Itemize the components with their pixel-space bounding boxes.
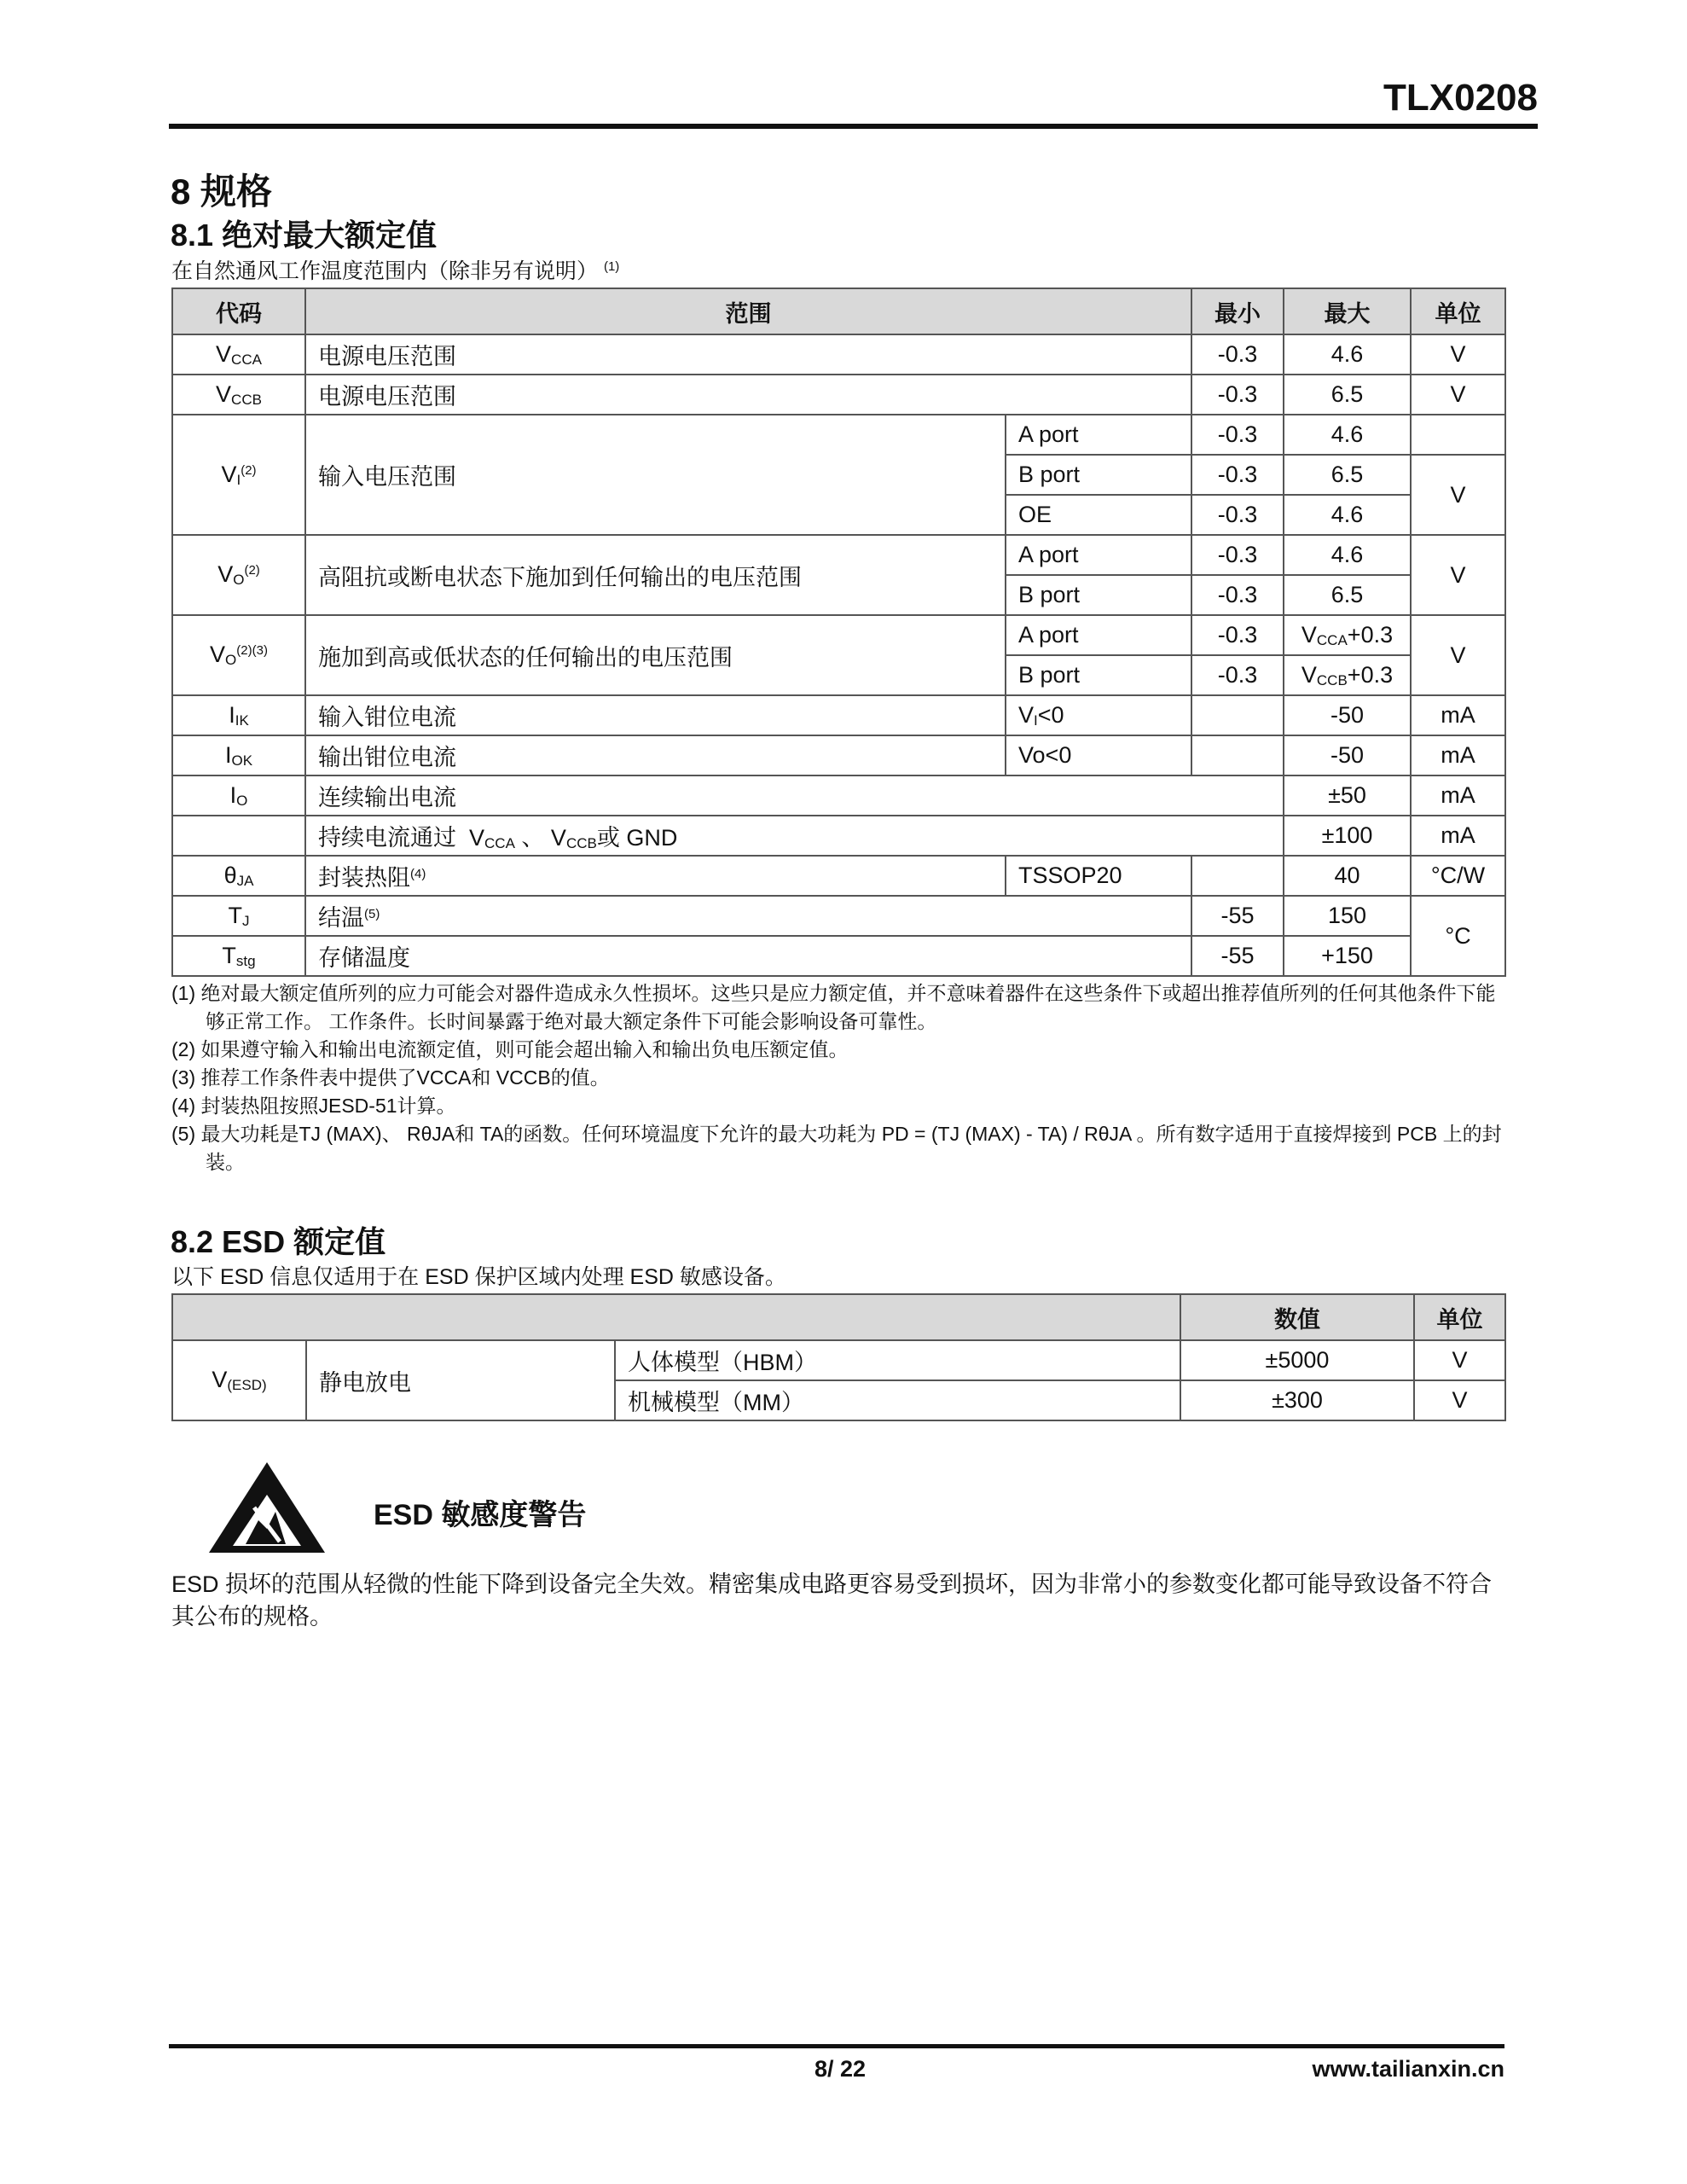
table-cell: B port	[1006, 455, 1191, 495]
table-cell: -0.3	[1191, 495, 1284, 535]
table-cell: B port	[1006, 575, 1191, 615]
table-cell: 最小	[1191, 288, 1284, 334]
table-cell: $V_{CCB}$	[172, 375, 305, 415]
table-cell: 人体模型（HBM）	[615, 1340, 1180, 1380]
table-cell: mA	[1411, 816, 1505, 856]
note: (3) 推荐工作条件表中提供了VCCA和 VCCB的值。	[171, 1066, 610, 1089]
table-cell: 电源电压范围	[305, 334, 1191, 375]
table-row	[172, 735, 1505, 775]
table-cell: -0.3	[1191, 655, 1284, 695]
table-cell: 范围	[305, 288, 1191, 334]
table-cell: $V_{CCB}+0.3$	[1284, 655, 1411, 695]
table-cell: 静电放电	[306, 1340, 615, 1420]
table-cell: OE	[1006, 495, 1191, 535]
table-cell: 输入钳位电流	[305, 695, 1006, 735]
table-cell: $V_O^{(2)}$	[172, 535, 305, 615]
table-cell: 封装热阻$^{(4)}$	[305, 856, 1006, 896]
table-cell: V	[1414, 1380, 1505, 1420]
table-cell: 单位	[1411, 288, 1505, 334]
table-cell: 6.5	[1284, 455, 1411, 495]
table-cell: V	[1414, 1340, 1505, 1380]
table-cell: V	[1411, 375, 1505, 415]
header-rule	[169, 124, 1538, 129]
table-cell: 持续电流通过 $V_{CCA}$ 、 $V_{CCB}$或 GND	[305, 816, 1284, 856]
table-cell	[1191, 856, 1284, 896]
table-cell: -0.3	[1191, 535, 1284, 575]
table-cell: 4.6	[1284, 415, 1411, 455]
table-cell: 数值	[1180, 1294, 1414, 1340]
table-cell: $I_{OK}$	[172, 735, 305, 775]
esd-warning-text: ESD 损坏的范围从轻微的性能下降到设备完全失效。精密集成电路更容易受到损坏，因为非常小的参数变化都可能导致设备不符合其公布的规格。	[171, 1571, 1493, 1629]
table-cell: -0.3	[1191, 375, 1284, 415]
table-cell: $T_{stg}$	[172, 936, 305, 976]
table-cell: -50	[1284, 735, 1411, 775]
table-row	[172, 695, 1505, 735]
table-cell: $T_J$	[172, 896, 305, 936]
table-cell: 存储温度	[305, 936, 1191, 976]
table-row	[172, 896, 1505, 936]
esd-title: 8.2 ESD 额定值	[171, 1224, 386, 1259]
table-cell: $V_{CCA}$	[172, 334, 305, 375]
table-cell	[1411, 415, 1505, 455]
table-cell	[1191, 735, 1284, 775]
table-header-row	[172, 288, 1505, 334]
table-cell: 6.5	[1284, 375, 1411, 415]
table-row	[172, 775, 1505, 816]
table-cell: 机械模型（MM）	[615, 1380, 1180, 1420]
table-cell: TSSOP20	[1006, 856, 1191, 896]
amr-title: 8.1 绝对最大额定值	[171, 218, 438, 253]
note: (5) 最大功耗是TJ (MAX)、 RθJA和 TA的函数。任何环境温度下允许的最大功耗为 PD = (TJ (MAX) - TA) / RθJA 。所有数字适用于直接焊接到 PCB 上的封装。	[171, 1123, 1502, 1173]
section-title: 8 规格	[171, 171, 273, 212]
table-cell: ±100	[1284, 816, 1411, 856]
table-cell: $\theta_{JA}$	[172, 856, 305, 896]
table-cell: $I_O$	[172, 775, 305, 816]
esd-warning-title: ESD 敏感度警告	[374, 1499, 587, 1531]
table-cell: A port	[1006, 415, 1191, 455]
table-header-row	[172, 1294, 1505, 1340]
footer-url[interactable]: www.tailianxin.cn	[1312, 2056, 1504, 2082]
table-cell: -0.3	[1191, 334, 1284, 375]
table-cell: mA	[1411, 775, 1505, 816]
table-cell: 结温$^{(5)}$	[305, 896, 1191, 936]
table-cell: 高阻抗或断电状态下施加到任何输出的电压范围	[305, 535, 1006, 615]
table-cell: 代码	[172, 288, 305, 334]
amr-subtitle: 在自然通风工作温度范围内（除非另有说明） $^{(1)}$	[171, 259, 620, 283]
table-cell: -50	[1284, 695, 1411, 735]
table-cell: -0.3	[1191, 615, 1284, 655]
table-cell: -0.3	[1191, 455, 1284, 495]
table-cell: ±300	[1180, 1380, 1414, 1420]
table-row	[172, 375, 1505, 415]
table-cell: $V_I^{(2)}$	[172, 415, 305, 535]
table-cell	[1191, 695, 1284, 735]
table-cell: A port	[1006, 615, 1191, 655]
table-row	[172, 1340, 1505, 1380]
table-cell: 4.6	[1284, 495, 1411, 535]
table-cell: mA	[1411, 735, 1505, 775]
table-cell: B port	[1006, 655, 1191, 695]
table-cell: ±5000	[1180, 1340, 1414, 1380]
table-cell: A port	[1006, 535, 1191, 575]
table-cell: V	[1411, 535, 1505, 615]
table-cell: -55	[1191, 896, 1284, 936]
table-row	[172, 334, 1505, 375]
page-number: 8/ 22	[815, 2056, 867, 2082]
esd-subtitle: 以下 ESD 信息仅适用于在 ESD 保护区域内处理 ESD 敏感设备。	[171, 1265, 786, 1289]
table-row	[172, 415, 1505, 455]
table-cell: 输入电压范围	[305, 415, 1006, 535]
table-cell: Vo<0	[1006, 735, 1191, 775]
table-cell: +150	[1284, 936, 1411, 976]
note: (1) 绝对最大额定值所列的应力可能会对器件造成永久性损坏。这些只是应力额定值，并不意味着器件在这些条件下或超出推荐值所列的任何其他条件下能够正常工作。 工作条件。长时间暴露于绝对最大额定条件下可能会影响设备可靠性。	[171, 982, 1496, 1032]
table-cell: -0.3	[1191, 415, 1284, 455]
document-id: TLX0208	[1383, 77, 1538, 119]
table-cell: 单位	[1414, 1294, 1505, 1340]
esd-ratings-table	[171, 1293, 1506, 1421]
table-row	[172, 615, 1505, 655]
table-cell: $V_I<0$	[1006, 695, 1191, 735]
table-cell: 最大	[1284, 288, 1411, 334]
table-cell: $V_{(ESD)}$	[172, 1340, 306, 1420]
table-cell: 施加到高或低状态的任何输出的电压范围	[305, 615, 1006, 695]
table-cell: 40	[1284, 856, 1411, 896]
note: (4) 封装热阻按照JESD-51计算。	[171, 1095, 456, 1117]
table-notes	[171, 979, 1506, 1176]
table-cell: V	[1411, 334, 1505, 375]
table-cell: 电源电压范围	[305, 375, 1191, 415]
table-cell: V	[1411, 615, 1505, 695]
table-cell: ±50	[1284, 775, 1411, 816]
table-cell: 150	[1284, 896, 1411, 936]
table-cell: $V_{CCA}+0.3$	[1284, 615, 1411, 655]
table-cell: V	[1411, 455, 1505, 535]
table-cell: 连续输出电流	[305, 775, 1284, 816]
table-cell	[172, 816, 305, 856]
table-cell: °C/W	[1411, 856, 1505, 896]
table-row	[172, 936, 1505, 976]
table-cell: 4.6	[1284, 535, 1411, 575]
table-cell: $V_O^{(2)(3)}$	[172, 615, 305, 695]
table-cell: 6.5	[1284, 575, 1411, 615]
note: (2) 如果遵守输入和输出电流额定值，则可能会超出输入和输出负电压额定值。	[171, 1038, 849, 1060]
table-row	[172, 816, 1505, 856]
table-cell: -0.3	[1191, 575, 1284, 615]
table-cell: mA	[1411, 695, 1505, 735]
esd-warning-icon	[207, 1461, 327, 1554]
table-cell: °C	[1411, 896, 1505, 976]
table-cell: 4.6	[1284, 334, 1411, 375]
table-cell: 输出钳位电流	[305, 735, 1006, 775]
footer-rule	[169, 2044, 1504, 2048]
table-cell: $I_{IK}$	[172, 695, 305, 735]
table-row	[172, 856, 1505, 896]
absolute-max-ratings-table	[171, 288, 1506, 977]
table-row	[172, 535, 1505, 575]
table-cell: -55	[1191, 936, 1284, 976]
table-cell	[172, 1294, 1180, 1340]
